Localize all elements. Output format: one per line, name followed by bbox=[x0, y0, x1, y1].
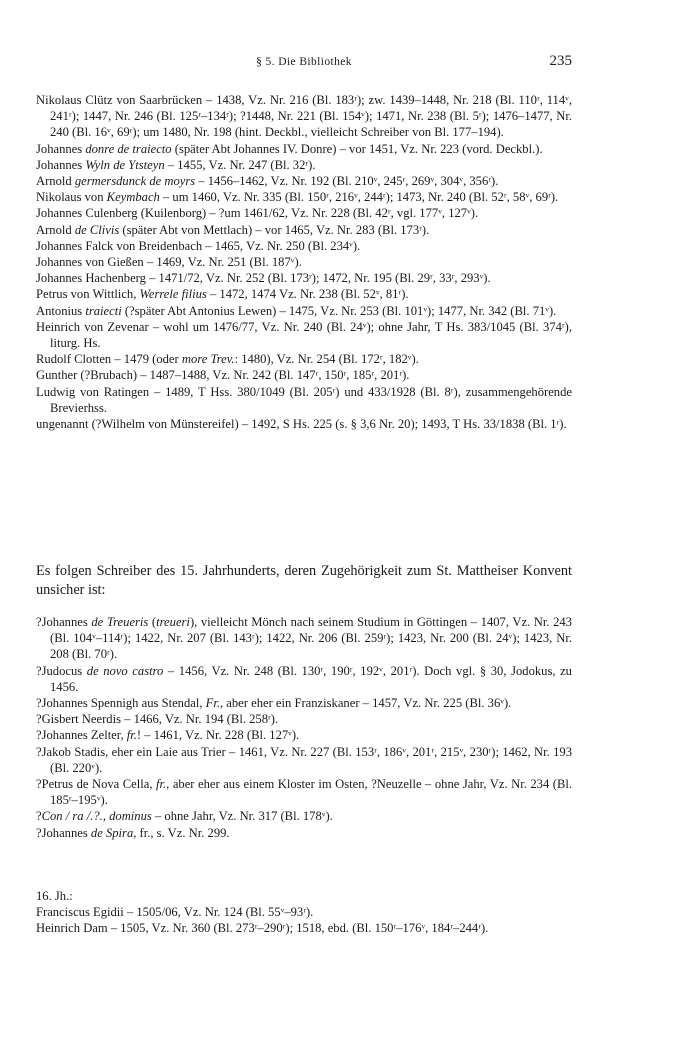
scribe-entry: Franciscus Egidii – 1505/06, Vz. Nr. 124 (Bl. 55ᵛ–93ʳ). bbox=[36, 905, 314, 920]
section-label: 16. Jh.: bbox=[36, 889, 73, 903]
page-header bbox=[36, 53, 572, 76]
scribe-entry: Gunther (?Brubach) – 1487–1488, Vz. Nr. 242 (Bl. 147ʳ, 150ʳ, 185ʳ, 201ʳ). bbox=[36, 368, 410, 383]
uncertain-scribe-entry: ?Johannes Spennigh aus Stendal, Fr., aber eher ein Franziskaner – 1457, Vz. Nr. 225 (Bl. 36ᵛ). bbox=[36, 696, 512, 711]
scribe-entry: Heinrich Dam – 1505, Vz. Nr. 360 (Bl. 273ʳ–290ʳ); 1518, ebd. (Bl. 150ʳ–176ᵛ, 184ʳ–244ʳ). bbox=[36, 921, 489, 936]
scribe-entry: Nikolaus von Keymbach – um 1460, Vz. Nr. 335 (Bl. 150ʳ, 216ᵛ, 244ʳ); 1473, Nr. 240 (Bl. 52ʳ, 58ᵛ, 69ʳ). bbox=[36, 190, 559, 205]
uncertain-scribe-entry: ?Johannes de Spira, fr., s. Vz. Nr. 299. bbox=[36, 825, 230, 840]
running-head: § 5. Die Bibliothek bbox=[256, 56, 352, 68]
scribe-entry: ungenannt (?Wilhelm von Münstereifel) – 1492, S Hs. 225 (s. § 3,6 Nr. 20); 1493, T Hs. 33/1838 (Bl. 1ʳ). bbox=[36, 417, 567, 432]
uncertain-scribe-entry: ?Con / ra /.?., dominus – ohne Jahr, Vz. Nr. 317 (Bl. 178ᵛ). bbox=[36, 809, 333, 824]
page-number: 235 bbox=[549, 53, 572, 69]
scribe-entry: Johannes Wyln de Ytsteyn – 1455, Vz. Nr. 247 (Bl. 32ʳ). bbox=[36, 157, 316, 172]
scribe-entry: Ludwig von Ratingen – 1489, T Hss. 380/1049 (Bl. 205ʳ) und 433/1928 (Bl. 8ʳ), zusammengehörende Brevierhss. bbox=[36, 384, 572, 415]
intro-paragraph: Es folgen Schreiber des 15. Jahrhunderts, deren Zugehörigkeit zum St. Mattheiser Konvent unsicher ist: bbox=[36, 563, 572, 598]
scribe-entry: Heinrich von Zevenar – wohl um 1476/77, Vz. Nr. 240 (Bl. 24ᵛ); ohne Jahr, T Hs. 383/1045 (Bl. 374ʳ), liturg. Hs. bbox=[36, 319, 572, 351]
scribe-entry: Arnold germersdunck de moyrs – 1456–1462, Vz. Nr. 192 (Bl. 210ᵛ, 245ʳ, 269ᵛ, 304ᵛ, 356ʳ). bbox=[36, 174, 499, 189]
uncertain-scribe-list bbox=[36, 614, 572, 841]
scribe-entry: Antonius traiecti (?später Abt Antonius Lewen) – 1475, Vz. Nr. 253 (Bl. 101ᵛ); 1477, Nr. 342 (Bl. 71ᵛ). bbox=[36, 303, 557, 318]
uncertain-scribe-entry: ?Johannes Zelter, fr.! – 1461, Vz. Nr. 228 (Bl. 127ᵛ). bbox=[36, 728, 300, 743]
scribe-entry: Johannes Culenberg (Kuilenborg) – ?um 1461/62, Vz. Nr. 228 (Bl. 42ʳ, vgl. 177ᵛ, 127ᵛ). bbox=[36, 206, 479, 221]
uncertain-scribe-entry: ?Jakob Stadis, eher ein Laie aus Trier – 1461, Vz. Nr. 227 (Bl. 153ʳ, 186ᵛ, 201ʳ, 215ᵛ, 230ʳ); 1462, Nr. 193 (Bl. 220ᵛ). bbox=[36, 744, 572, 775]
scribe-entry: Petrus von Wittlich, Werrele filius – 1472, 1474 Vz. Nr. 238 (Bl. 52ᵛ, 81ʳ). bbox=[36, 287, 409, 302]
uncertain-scribe-entry: ?Gisbert Neerdis – 1466, Vz. Nr. 194 (Bl. 258ʳ). bbox=[36, 712, 279, 727]
scribe-entry: Johannes donre de traiecto (später Abt Johannes IV. Donre) – vor 1451, Vz. Nr. 223 (vord. Deckbl.). bbox=[36, 141, 543, 156]
uncertain-scribe-entry: ?Petrus de Nova Cella, fr., aber eher aus einem Kloster im Osten, ?Neuzelle – ohne Jahr, Vz. Nr. 234 (Bl. 185ʳ–195ᵛ). bbox=[36, 777, 572, 808]
scribe-entry: Arnold de Clivis (später Abt von Mettlach) – vor 1465, Vz. Nr. 283 (Bl. 173ʳ). bbox=[36, 222, 430, 237]
scribe-entry: Rudolf Clotten – 1479 (oder more Trev.: 1480), Vz. Nr. 254 (Bl. 172ʳ, 182ᵛ). bbox=[36, 352, 419, 367]
scribe-list bbox=[36, 92, 572, 432]
uncertain-scribe-entry: ?Johannes de Treueris (treueri), vielleicht Mönch nach seinem Studium in Göttingen – 1407, Vz. Nr. 243 (Bl. 104ᵛ–114ʳ); 1422, Nr. 207 (Bl. 143ʳ); 1422, Nr. 206 (Bl. 259ʳ); 1423, Nr. 200 (Bl. 24ᵛ); 1423, Nr. 208 (Bl. 70ʳ). bbox=[36, 615, 572, 662]
scribe-entry: Johannes Falck von Breidenbach – 1465, Vz. Nr. 250 (Bl. 234ᵛ). bbox=[36, 238, 361, 253]
sixteenth-century-list bbox=[36, 888, 572, 937]
scribe-entry: Nikolaus Clütz von Saarbrücken – 1438, Vz. Nr. 216 (Bl. 183ʳ); zw. 1439–1448, Nr. 218 (Bl. 110ʳ, 114ᵛ, 241ʳ); 1447, Nr. 246 (Bl. 125ʳ–134ʳ); ?1448, Nr. 221 (Bl. 154ᵛ); 1471, Nr. 238 (Bl. 5ʳ); 1476–1477, Nr. 240 (Bl. 16ᵛ, 69ʳ); um 1480, Nr. 198 (hint. Deckbl., vielleicht Schreiber von Bl. 177–194). bbox=[36, 93, 572, 140]
scribe-entry: Johannes Hachenberg – 1471/72, Vz. Nr. 252 (Bl. 173ʳ); 1472, Nr. 195 (Bl. 29ʳ, 33ʳ, 293ᵛ). bbox=[36, 271, 491, 286]
uncertain-scribe-entry: ?Judocus de novo castro – 1456, Vz. Nr. 248 (Bl. 130ʳ, 190ʳ, 192ᵛ, 201ʳ). Doch vgl. § 30, Jodokus, zu 1456. bbox=[36, 663, 572, 694]
scribe-entry: Johannes von Gießen – 1469, Vz. Nr. 251 (Bl. 187ᵛ). bbox=[36, 255, 302, 270]
